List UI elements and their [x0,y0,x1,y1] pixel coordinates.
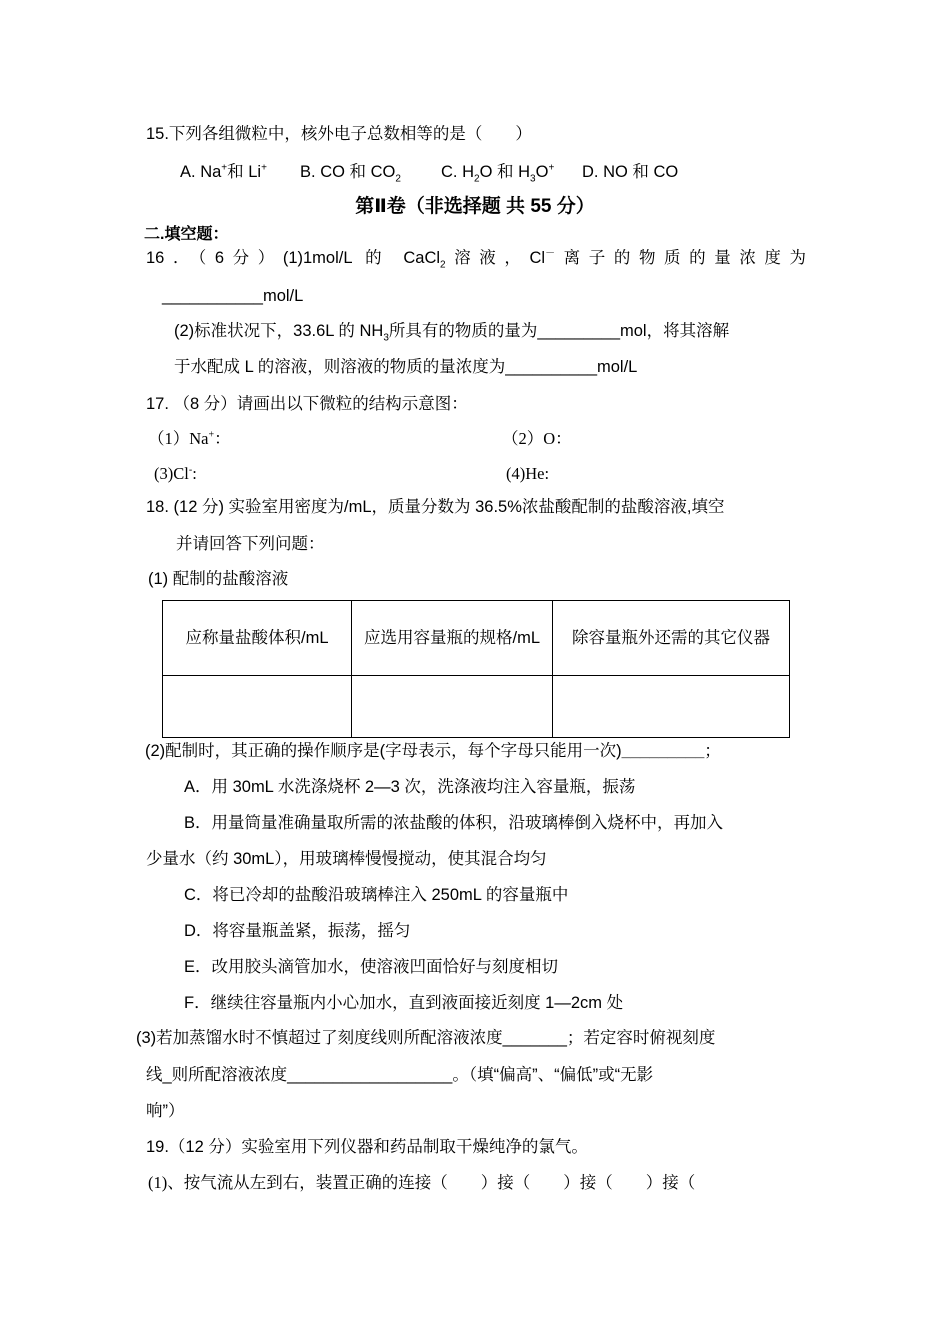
q16-line3: (2)标准状况下，33.6L 的 $NH_3$所具有的物质的量为_________mol，将其溶解 [174,322,730,344]
q15-option-d: D. NO 和 CO [582,163,679,181]
table-header: 除容量瓶外还需的其它仪器 [553,601,790,676]
q18-stem-line2: 并请回答下列问题： [176,535,325,553]
q18-sub1: (1) 配制的盐酸溶液 [148,570,289,588]
table-answer-cell[interactable] [163,676,352,738]
table-header-row [163,601,790,676]
q17-item-2: （2）O： [502,429,572,448]
q18-stem-line1: 18. (12 分) 实验室用密度为/mL，质量分数为 36.5%浓盐酸配制的盐酸溶液,填空 [146,498,725,516]
q18-step-b-cont: 少量水（约 30mL），用玻璃棒慢慢搅动，使其混合均匀 [146,850,547,868]
table-header: 应选用容量瓶的规格/mL [352,601,553,676]
q16-line4: 于水配成 L 的溶液，则溶液的物质的量浓度为__________mol/L [174,358,638,376]
q16-blank3[interactable]: __________ [505,358,597,376]
table-row [163,676,790,738]
q18-sub3-line2: 线_则所配溶液浓度__________________。（填“偏高”、“偏低”或“无影 [146,1066,654,1084]
q18-order-blank[interactable]: _________ [621,742,705,760]
q17-stem: 17. （8 分）请画出以下微粒的结构示意图： [146,395,468,413]
q16-line2: ___________mol/L [162,287,304,305]
q18-step-a: A．用 30mL 水洗涤烧杯 2—3 次，洗涤液均注入容量瓶，振荡 [184,778,636,796]
q15-stem: 15.下列各组微粒中，核外电子总数相等的是（ ） [146,125,532,143]
q18-sub2: (2)配制时，其正确的操作顺序是(字母表示，每个字母只能用一次)_________； [145,742,721,760]
q15-option-b: B. CO 和 $CO_2$ [300,163,401,185]
q16-blank2[interactable]: _________ [537,322,620,340]
q18-step-e: E．改用胶头滴管加水，使溶液凹面恰好与刻度相切 [184,958,559,976]
q18-step-d: D．将容量瓶盖紧，振荡，摇匀 [184,922,411,940]
q16-blank1[interactable]: ___________ [162,287,263,305]
q15-option-a: A. Na+和 Li+ [180,162,267,181]
q18-step-f: F．继续往容量瓶内小心加水，直到液面接近刻度 1—2cm 处 [184,994,624,1012]
part2-title: 第Ⅱ卷（非选择题 共 55 分） [355,196,595,217]
answer-table [162,600,790,738]
q18-sub3-line1: (3)若加蒸馏水时不慎超过了刻度线则所配溶液浓度_______；若定容时俯视刻度 [136,1029,716,1047]
table-header: 应称量盐酸体积/mL [163,601,352,676]
q15-option-c: C. $H_2O$ 和 $H_3O^+$ [441,162,555,185]
table-answer-cell[interactable] [553,676,790,738]
table-answer-cell[interactable] [352,676,553,738]
q17-item-4: (4)He: [506,464,550,483]
section-heading: 二.填空题： [144,226,229,243]
q18-step-c: C．将已冷却的盐酸沿玻璃棒注入 250mL 的容量瓶中 [184,886,569,904]
q18-step-b: B．用量筒量准确量取所需的浓盐酸的体积，沿玻璃棒倒入烧杯中，再加入 [184,814,724,832]
q17-item-3: (3)Cl-: [154,464,197,483]
q17-item-1: （1）Na+： [148,429,231,448]
q19-sub1: (1)、按气流从左到右，装置正确的连接（ ）接（ ）接（ ）接（ [148,1173,696,1192]
q16-line1: 16．（6分）(1)1mol/L 的 CaCl$_2$溶液，Cl－离子的物质的量浓度为 [146,248,807,271]
q19-stem: 19.（12 分）实验室用下列仪器和药品制取干燥纯净的氯气。 [146,1138,588,1156]
q18-sub3-line3: 响”） [146,1102,185,1120]
